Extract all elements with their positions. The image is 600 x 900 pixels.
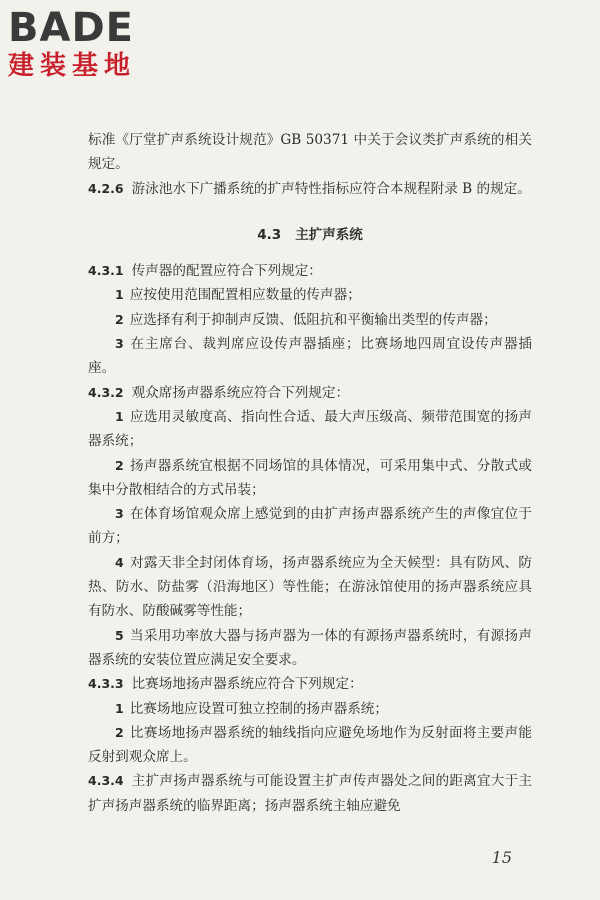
item-number: 2 [115,311,124,327]
section-title: 主扩声系统 [295,226,363,243]
section-heading [88,223,532,247]
paragraph-text: 比赛场地应设置可独立控制的扬声器系统； [129,700,388,717]
list-item [88,551,532,624]
item-number: 1 [115,700,124,716]
document-body [88,128,532,818]
clause-number: 4.3.1 [88,263,124,279]
item-number: 1 [115,287,124,303]
clause-number: 4.2.6 [88,180,124,196]
item-number: 5 [115,627,124,643]
list-item [88,332,532,381]
clause-paragraph [88,381,532,405]
list-item [88,624,532,673]
list-item [88,308,532,332]
list-item [88,454,532,503]
paragraph-text: 扬声器系统宜根据不同场馆的具体情况，可采用集中式、分散式或集中分散相结合的方式吊装； [88,457,532,498]
paragraph-text: 应选用灵敏度高、指向性合适、最大声压级高、频带范围宽的扬声器系统； [88,408,532,450]
item-number: 3 [115,336,124,352]
list-item [88,283,532,307]
section-number: 4.3 [257,226,282,243]
paragraph-text: 标准《厅堂扩声系统设计规范》GB 50371 中关于会议类扩声系统的相关规定。 [88,132,532,173]
item-number: 1 [115,408,124,424]
list-item [88,721,532,770]
clause-number: 4.3.2 [88,384,124,400]
clause-paragraph [88,177,532,201]
paragraph-text: 比赛场地扬声器系统应符合下列规定： [131,676,363,693]
item-number: 3 [115,506,124,522]
logo-chinese-name: 建装基地 [8,51,137,81]
clause-paragraph [88,672,532,696]
list-item [88,502,532,551]
item-number: 4 [115,554,124,570]
bade-logo [8,6,208,82]
clause-number: 4.3.4 [88,773,124,789]
paragraph-text: 主扩声扬声器系统与可能设置主扩声传声器处之间的距离宜大于主扩声扬声器系统的临界距离；扬声器系统主轴应避免 [88,773,532,814]
paragraph-text: 应选择有利于抑制声反馈、低阻抗和平衡输出类型的传声器； [129,311,497,328]
paragraph-text: 比赛场地扬声器系统的轴线指向应避免场地作为反射面将主要声能反射到观众席上。 [88,724,532,766]
paragraph-text: 观众席扬声器系统应符合下列规定： [131,384,350,401]
item-number: 2 [115,724,124,740]
clause-number: 4.3.3 [88,676,124,692]
paragraph-text: 当采用功率放大器与扬声器为一体的有源扬声器系统时，有源扬声器系统的安装位置应满足安全要求。 [88,627,532,668]
paragraph-text: 在体育场馆观众席上感觉到的由扩声扬声器系统产生的声像宜位于前方； [88,506,532,547]
clause-paragraph [88,769,532,818]
paragraph-text: 应按使用范围配置相应数量的传声器； [129,287,361,304]
paragraph-text: 对露天非全封闭体育场，扬声器系统应为全天候型：具有防风、防热、防水、防盐雾（沿海地区）等性能；在游泳馆使用的扬声器系统应具有防水、防酸碱雾等性能； [88,554,532,620]
list-item [88,697,532,721]
paragraph-text: 在主席台、裁判席应设传声器插座；比赛场地四周宜设传声器插座。 [88,336,532,377]
paragraph-text: 传声器的配置应符合下列规定： [131,263,322,280]
paragraph [88,128,532,177]
item-number: 2 [115,457,124,473]
clause-paragraph [88,259,532,283]
logo-wordmark: BADE [8,5,134,51]
list-item [88,405,532,454]
paragraph-text: 游泳池水下广播系统的扩声特性指标应符合本规程附录 B 的规定。 [131,180,531,197]
page-number: 15 [491,848,512,867]
